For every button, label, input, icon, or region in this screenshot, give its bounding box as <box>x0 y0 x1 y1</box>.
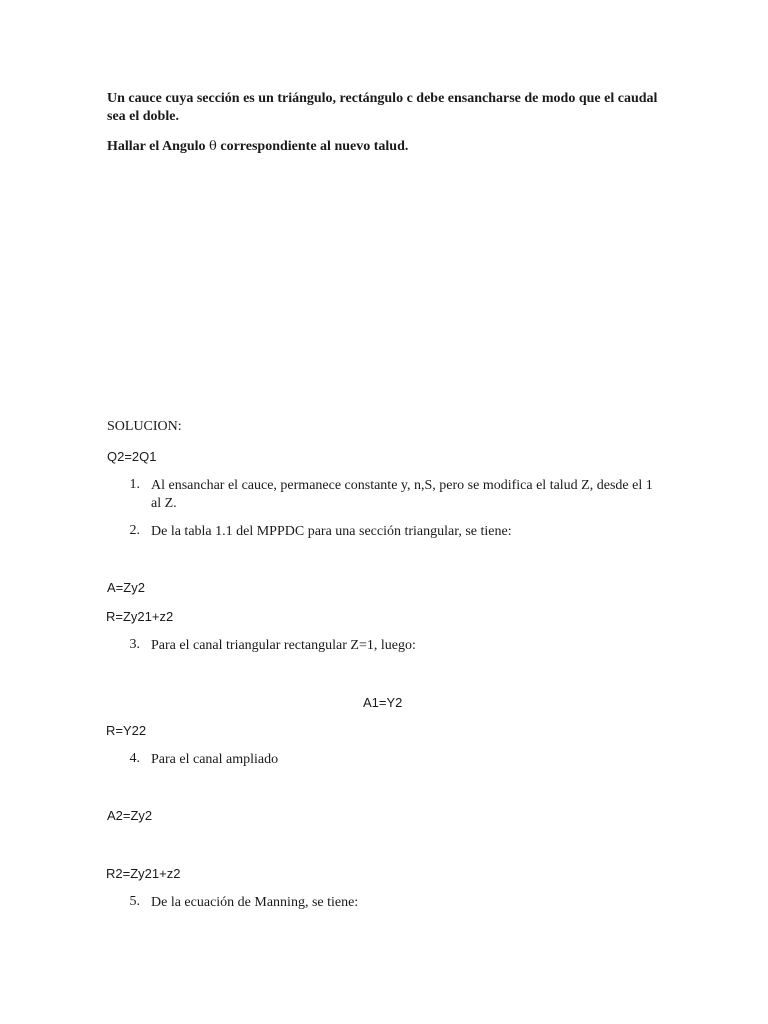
theta-symbol: θ <box>209 139 217 154</box>
step-3-number: 3. <box>129 637 140 652</box>
step-5-text: De la ecuación de Manning, se tiene: <box>151 895 359 910</box>
question-suffix: correspondiente al nuevo talud. <box>216 139 409 154</box>
step-4-text: Para el canal ampliado <box>151 752 279 767</box>
step-2-number: 2. <box>129 523 140 538</box>
question-prefix: Hallar el Angulo <box>107 139 210 154</box>
step-2-text: De la tabla 1.1 del MPPDC para una sección triangular, se tiene: <box>151 524 512 539</box>
formula-area-1: A1=Y2 <box>363 695 403 710</box>
formula-radius-2: R2=Zy21+z2 <box>106 866 181 881</box>
step-3-text: Para el canal triangular rectangular Z=1, luego: <box>151 638 416 653</box>
formula-area-2: A2=Zy2 <box>107 808 153 823</box>
flow-relation: Q2=2Q1 <box>107 449 157 464</box>
problem-statement: Un cauce cuya sección es un triángulo, rectángulo c debe ensancharse de modo que el caudal sea el doble. <box>107 91 658 124</box>
solution-heading: SOLUCION: <box>107 419 182 434</box>
formula-area-general: A=Zy2 <box>107 580 145 595</box>
problem-question <box>107 139 408 155</box>
step-5-number: 5. <box>129 894 140 909</box>
step-4-number: 4. <box>129 751 140 766</box>
formula-radius-general: R=Zy21+z2 <box>106 609 174 624</box>
step-1-text: Al ensanchar el cauce, permanece constante y, n,S, pero se modifica el talud Z, desde el 1 al Z. <box>151 478 653 511</box>
step-1-number: 1. <box>129 477 140 492</box>
formula-radius-1: R=Y22 <box>106 723 147 738</box>
